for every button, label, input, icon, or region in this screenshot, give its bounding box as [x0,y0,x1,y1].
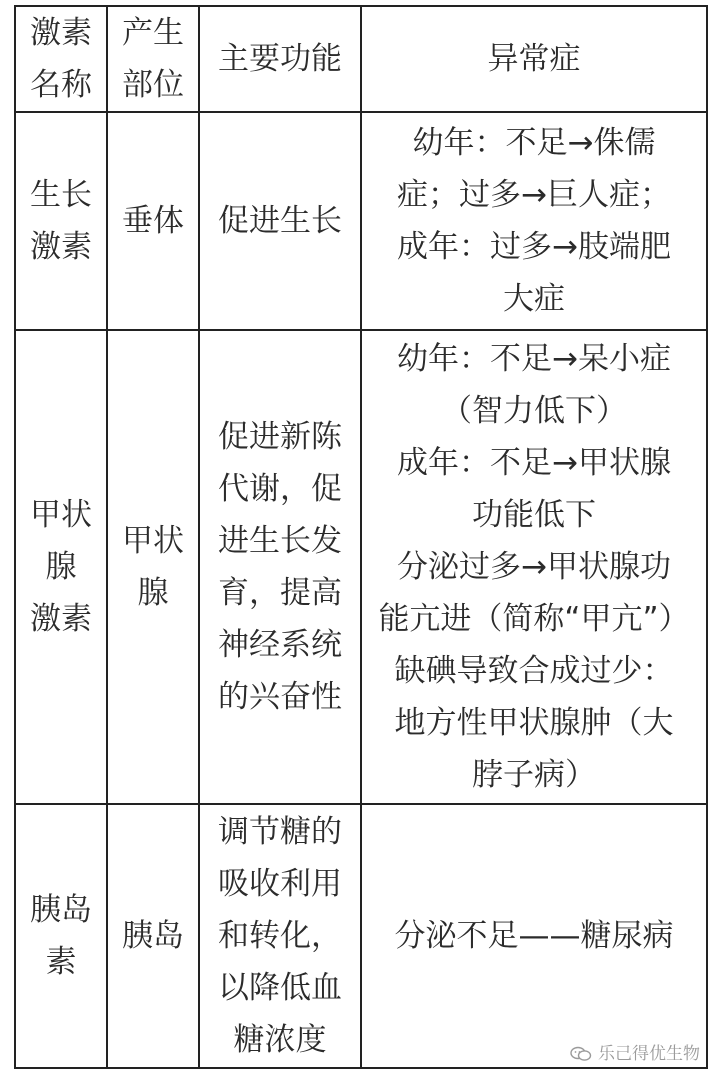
hormone-name: 胰岛 素 [15,804,107,1068]
header-abnormal: 异常症 [361,6,707,112]
hormone-abnormal: 幼年：不足→呆小症 （智力低下） 成年：不足→甲状腺 功能低下 分泌过多→甲状腺功 能亢进（简称“甲亢”） 缺碘导致合成过少： 地方性甲状腺肿（大 脖子病） [361,330,707,804]
hormone-site: 胰岛 [107,804,199,1068]
header-row [15,6,707,112]
hormone-function: 促进生长 [199,112,361,330]
header-function: 主要功能 [199,6,361,112]
hormone-function: 调节糖的 吸收利用 和转化， 以降低血 糖浓度 [199,804,361,1068]
watermark-text: 乐己得优生物 [598,1044,700,1064]
hormone-site: 甲状 腺 [107,330,199,804]
header-name: 激素 名称 [15,6,107,112]
hormone-function: 促进新陈 代谢，促 进生长发 育，提高 神经系统 的兴奋性 [199,330,361,804]
hormone-name: 甲状 腺 激素 [15,330,107,804]
table-row [15,112,707,330]
hormone-abnormal: 分泌不足——糖尿病 [361,804,707,1068]
table-row [15,804,707,1068]
hormone-abnormal: 幼年：不足→侏儒 症；过多→巨人症； 成年：过多→肢端肥 大症 [361,112,707,330]
hormone-site: 垂体 [107,112,199,330]
table-row [15,330,707,804]
hormone-table [14,5,708,1069]
header-site: 产生 部位 [107,6,199,112]
watermark [570,1043,700,1065]
wechat-bubble-icon [570,1046,592,1062]
hormone-name: 生长 激素 [15,112,107,330]
